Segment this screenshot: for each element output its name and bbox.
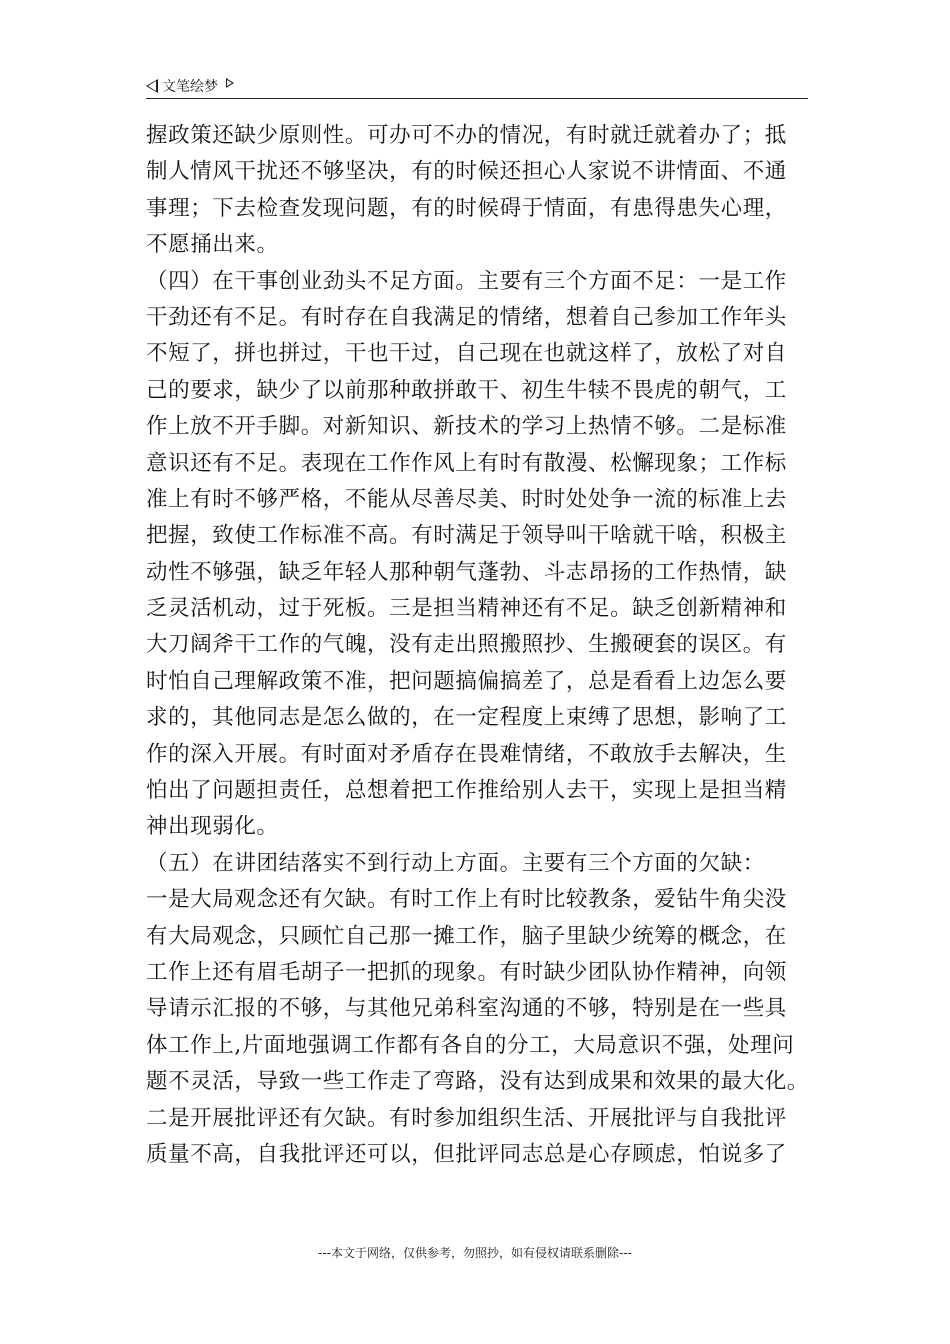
body-line: 不短了，拼也拼过，干也干过，自己现在也就这样了，放松了对自 (146, 341, 787, 367)
body-line: 己的要求，缺少了以前那种敢拼敢干、初生牛犊不畏虎的朝气，工 (146, 377, 787, 403)
body-line: 制人情风干扰还不够坚决，有的时候还担心人家说不讲情面、不通 (146, 159, 787, 185)
triangle-left-outline-icon (146, 79, 158, 93)
page-footer-disclaimer: ---本文于网络，仅供参考，勿照抄，如有侵权请联系删除--- (318, 1246, 632, 1260)
body-line: 作的深入开展。有时面对矛盾存在畏难情绪，不敢放手去解决，生 (146, 741, 787, 767)
body-line: 一是大局观念还有欠缺。有时工作上有时比较教条，爱钻牛角尖没 (146, 887, 787, 913)
body-line: 二是开展批评还有欠缺。有时参加组织生活、开展批评与自我批评 (146, 1105, 787, 1131)
section-heading-line: （五）在讲团结落实不到行动上方面。主要有三个方面的欠缺： (146, 850, 765, 876)
body-line: 题不灵活，导致一些工作走了弯路，没有达到成果和效果的最大化。 (146, 1069, 810, 1095)
body-line: 神出现弱化。 (146, 814, 279, 840)
body-line: 大刀阔斧干工作的气魄，没有走出照搬照抄、生搬硬套的误区。有 (146, 632, 787, 658)
body-line: 准上有时不够严格，不能从尽善尽美、时时处处争一流的标准上去 (146, 486, 787, 512)
header-title: 文笔绘梦 (162, 79, 218, 95)
body-line: 求的，其他同志是怎么做的，在一定程度上束缚了思想，影响了工 (146, 705, 787, 731)
body-line: 意识还有不足。表现在工作作风上有时有散漫、松懈现象；工作标 (146, 450, 787, 476)
body-line: 质量不高，自我批评还可以，但批评同志总是心存顾虑，怕说多了 (146, 1141, 787, 1167)
body-line: 事理；下去检查发现问题，有的时候碍于情面，有患得患失心理， (146, 195, 787, 221)
body-line: 动性不够强，缺乏年轻人那种朝气蓬勃、斗志昂扬的工作热情，缺 (146, 559, 787, 585)
body-line: 不愿捅出来。 (146, 232, 279, 258)
header-brand (146, 76, 234, 96)
body-line: 把握，致使工作标准不高。有时满足于领导叫干啥就干啥，积极主 (146, 523, 787, 549)
body-line: 体工作上,片面地强调工作都有各自的分工，大局意识不强，处理问 (146, 1032, 795, 1058)
body-line: 有大局观念，只顾忙自己那一摊工作，脑子里缺少统筹的概念，在 (146, 923, 787, 949)
body-line: 作上放不开手脚。对新知识、新技术的学习上热情不够。二是标准 (146, 414, 787, 440)
body-line: 导请示汇报的不够，与其他兄弟科室沟通的不够，特别是在一些具 (146, 996, 787, 1022)
page-header (146, 74, 808, 99)
body-line: 乏灵活机动，过于死板。三是担当精神还有不足。缺乏创新精神和 (146, 596, 787, 622)
triangle-right-outline-icon (226, 78, 234, 88)
body-line: 工作上还有眉毛胡子一把抓的现象。有时缺少团队协作精神，向领 (146, 959, 787, 985)
body-line: 怕出了问题担责任，总想着把工作推给别人去干，实现上是担当精 (146, 778, 787, 804)
section-heading-line: （四）在干事创业劲头不足方面。主要有三个方面不足：一是工作 (146, 268, 787, 294)
body-line: 干劲还有不足。有时存在自我满足的情绪，想着自己参加工作年头 (146, 304, 787, 330)
body-line: 时怕自己理解政策不准，把问题搞偏搞差了，总是看看上边怎么要 (146, 668, 787, 694)
document-body (146, 118, 810, 1173)
body-line: 握政策还缺少原则性。可办可不办的情况，有时就迁就着办了；抵 (146, 123, 787, 148)
